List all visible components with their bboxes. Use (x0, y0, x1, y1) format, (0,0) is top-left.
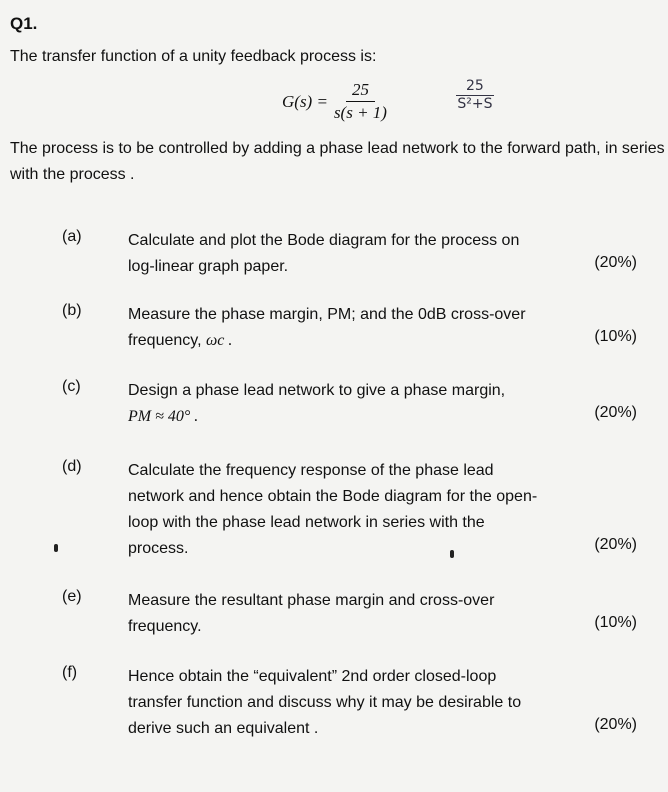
transfer-function-lhs: G(s) = (282, 91, 328, 111)
transfer-function-fraction (334, 80, 387, 123)
part-marks: (10%) (594, 328, 637, 345)
part-line: frequency. (128, 618, 202, 635)
part-body (128, 664, 568, 742)
scan-speck (450, 550, 454, 558)
part-label: (f) (62, 664, 78, 681)
part-body (128, 588, 568, 640)
question-paragraph: The process is to be controlled by adding a phase lead network to the forward path, in series with the process . (10, 140, 665, 183)
phase-margin-target: PM ≈ 40° . (128, 408, 199, 425)
part-body (128, 228, 568, 280)
handwritten-numerator: 25 (456, 78, 494, 96)
part-line: Calculate and plot the Bode diagram for the process on (128, 232, 520, 249)
transfer-function (282, 80, 387, 123)
part-label: (d) (62, 458, 82, 475)
part-line: loop with the phase lead network in series with the (128, 514, 485, 531)
handwritten-denominator: S²+S (457, 96, 493, 112)
part-marks: (20%) (594, 404, 637, 421)
part-body (128, 378, 568, 430)
part-line: derive such an equivalent . (128, 720, 319, 737)
part-line: Measure the phase margin, PM; and the 0dB cross-over (128, 306, 526, 323)
part-line: Calculate the frequency response of the phase lead (128, 462, 494, 479)
part-marks: (20%) (594, 254, 637, 271)
part-label: (b) (62, 302, 82, 319)
omega-c-symbol: ωc . (205, 332, 233, 349)
tf-numerator: 25 (346, 80, 375, 102)
part-line: process. (128, 540, 189, 557)
part-line: log-linear graph paper. (128, 258, 289, 275)
part-line: Design a phase lead network to give a phase margin, (128, 382, 506, 399)
handwritten-note (456, 78, 494, 112)
question-intro: The transfer function of a unity feedback process is: (10, 48, 377, 65)
question-title: Q1. (10, 14, 38, 33)
part-label: (a) (62, 228, 82, 245)
part-label: (e) (62, 588, 82, 605)
scan-speck (54, 544, 58, 552)
tf-denominator: s(s + 1) (333, 103, 387, 122)
part-line: Measure the resultant phase margin and cross-over (128, 592, 495, 609)
part-marks: (20%) (594, 716, 637, 733)
part-body (128, 458, 568, 562)
part-line: Hence obtain the “equivalent” 2nd order closed-loop (128, 668, 497, 685)
part-line: network and hence obtain the Bode diagram for the open- (128, 488, 538, 505)
part-label: (c) (62, 378, 81, 395)
part-marks: (10%) (594, 614, 637, 631)
part-marks: (20%) (594, 536, 637, 553)
part-body (128, 302, 568, 354)
part-line: transfer function and discuss why it may be desirable to (128, 694, 522, 711)
part-line: frequency, (128, 332, 202, 349)
